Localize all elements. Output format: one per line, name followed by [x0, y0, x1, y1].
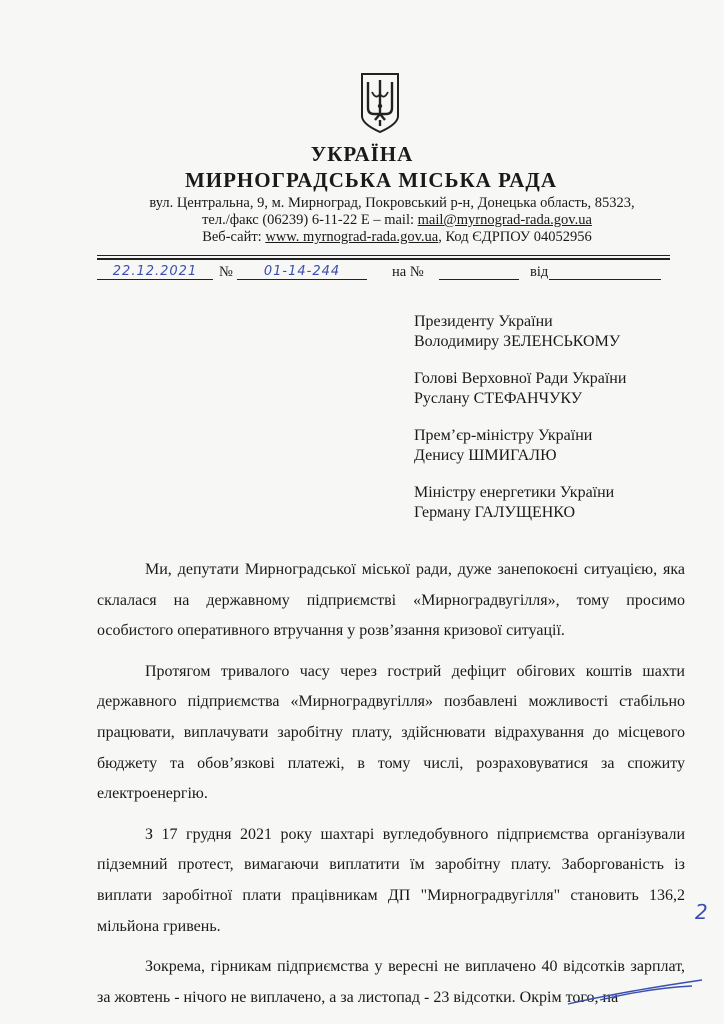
addressee-list	[414, 312, 626, 540]
addressee-name: Денису ШМИГАЛЮ	[414, 447, 557, 464]
reply-date-blank	[549, 279, 661, 280]
addressee-title: Міністру енергетики України	[414, 484, 615, 501]
registration-line	[97, 262, 687, 286]
body-paragraph: З 17 грудня 2021 року шахтарі вугледобувного підприємства організували підземний протест, вимагаючи виплатити їм заробітну плату. Заборгованість із виплати заробітної плати працівникам ДП "Мирноградвугілля" становить 136,2 мільйона гривень.	[97, 825, 685, 935]
contact-line	[0, 212, 724, 229]
addressee-title: Голові Верховної Ради України	[414, 370, 627, 387]
website-line	[0, 229, 724, 246]
council-title: МИРНОГРАДСЬКА МІСЬКА РАДА	[184, 168, 558, 192]
edrpou-text: , Код ЄДРПОУ 04052956	[438, 229, 592, 245]
reply-number-blank	[439, 279, 519, 280]
addressee-name: Герману ГАЛУЩЕНКО	[414, 504, 576, 521]
phone-text: тел./факс (06239) 6-11-22 E – mail:	[202, 212, 418, 228]
header-divider-thick	[97, 258, 670, 260]
header-divider	[97, 255, 670, 256]
addressee	[414, 426, 626, 466]
letter-body	[97, 555, 685, 1023]
country-title: УКРАЇНА	[310, 142, 414, 166]
reply-number-label: на №	[392, 264, 424, 280]
addressee-title: Президенту України	[414, 313, 553, 330]
page-number-mark: 2	[695, 900, 708, 924]
website-link[interactable]: www. myrnograd-rada.gov.ua	[265, 229, 439, 245]
signature-stroke-icon	[560, 970, 710, 1010]
address-line: вул. Центральна, 9, м. Мирноград, Покровський р-н, Донецька область, 85323,	[149, 195, 635, 211]
trident-emblem-icon	[358, 70, 402, 134]
addressee-title: Прем’єр-міністру України	[414, 427, 593, 444]
outgoing-date: 22.12.2021	[97, 264, 213, 280]
reply-date-label: від	[530, 264, 549, 280]
number-label: №	[219, 264, 233, 280]
addressee	[414, 483, 626, 523]
addressee-name: Володимиру ЗЕЛЕНСЬКОМУ	[414, 333, 621, 350]
outgoing-number: 01-14-244	[237, 264, 367, 280]
email-link[interactable]: mail@myrnograd-rada.gov.ua	[417, 212, 592, 228]
addressee	[414, 312, 626, 352]
web-label: Веб-сайт:	[202, 229, 266, 245]
addressee	[414, 369, 626, 409]
body-paragraph: Ми, депутати Мирноградської міської ради, дуже занепокоєні ситуацією, яка склалася на державному підприємстві «Мирноградвугілля», тому просимо особистого оперативного втручання у розв’язання кризової ситуації.	[97, 561, 685, 640]
body-paragraph: Протягом тривалого часу через гострий дефіцит обігових коштів шахти державного підприємства «Мирноградвугілля» позбавлені можливості стабільно працювати, виплачувати заробітну плату, здійснювати відрахування до місцевого бюджету та обов’язкові платежі, в тому числі, розраховуватися за спожиту електроенергію.	[97, 662, 685, 803]
body-paragraph: Зокрема, гірникам підприємства у вересні не виплачено 40 відсотків зарплат, за жовтень - нічого не виплачено, а за листопад - 23 відсотки. Окрім того, на	[97, 958, 685, 1006]
addressee-name: Руслану СТЕФАНЧУКУ	[414, 390, 583, 407]
